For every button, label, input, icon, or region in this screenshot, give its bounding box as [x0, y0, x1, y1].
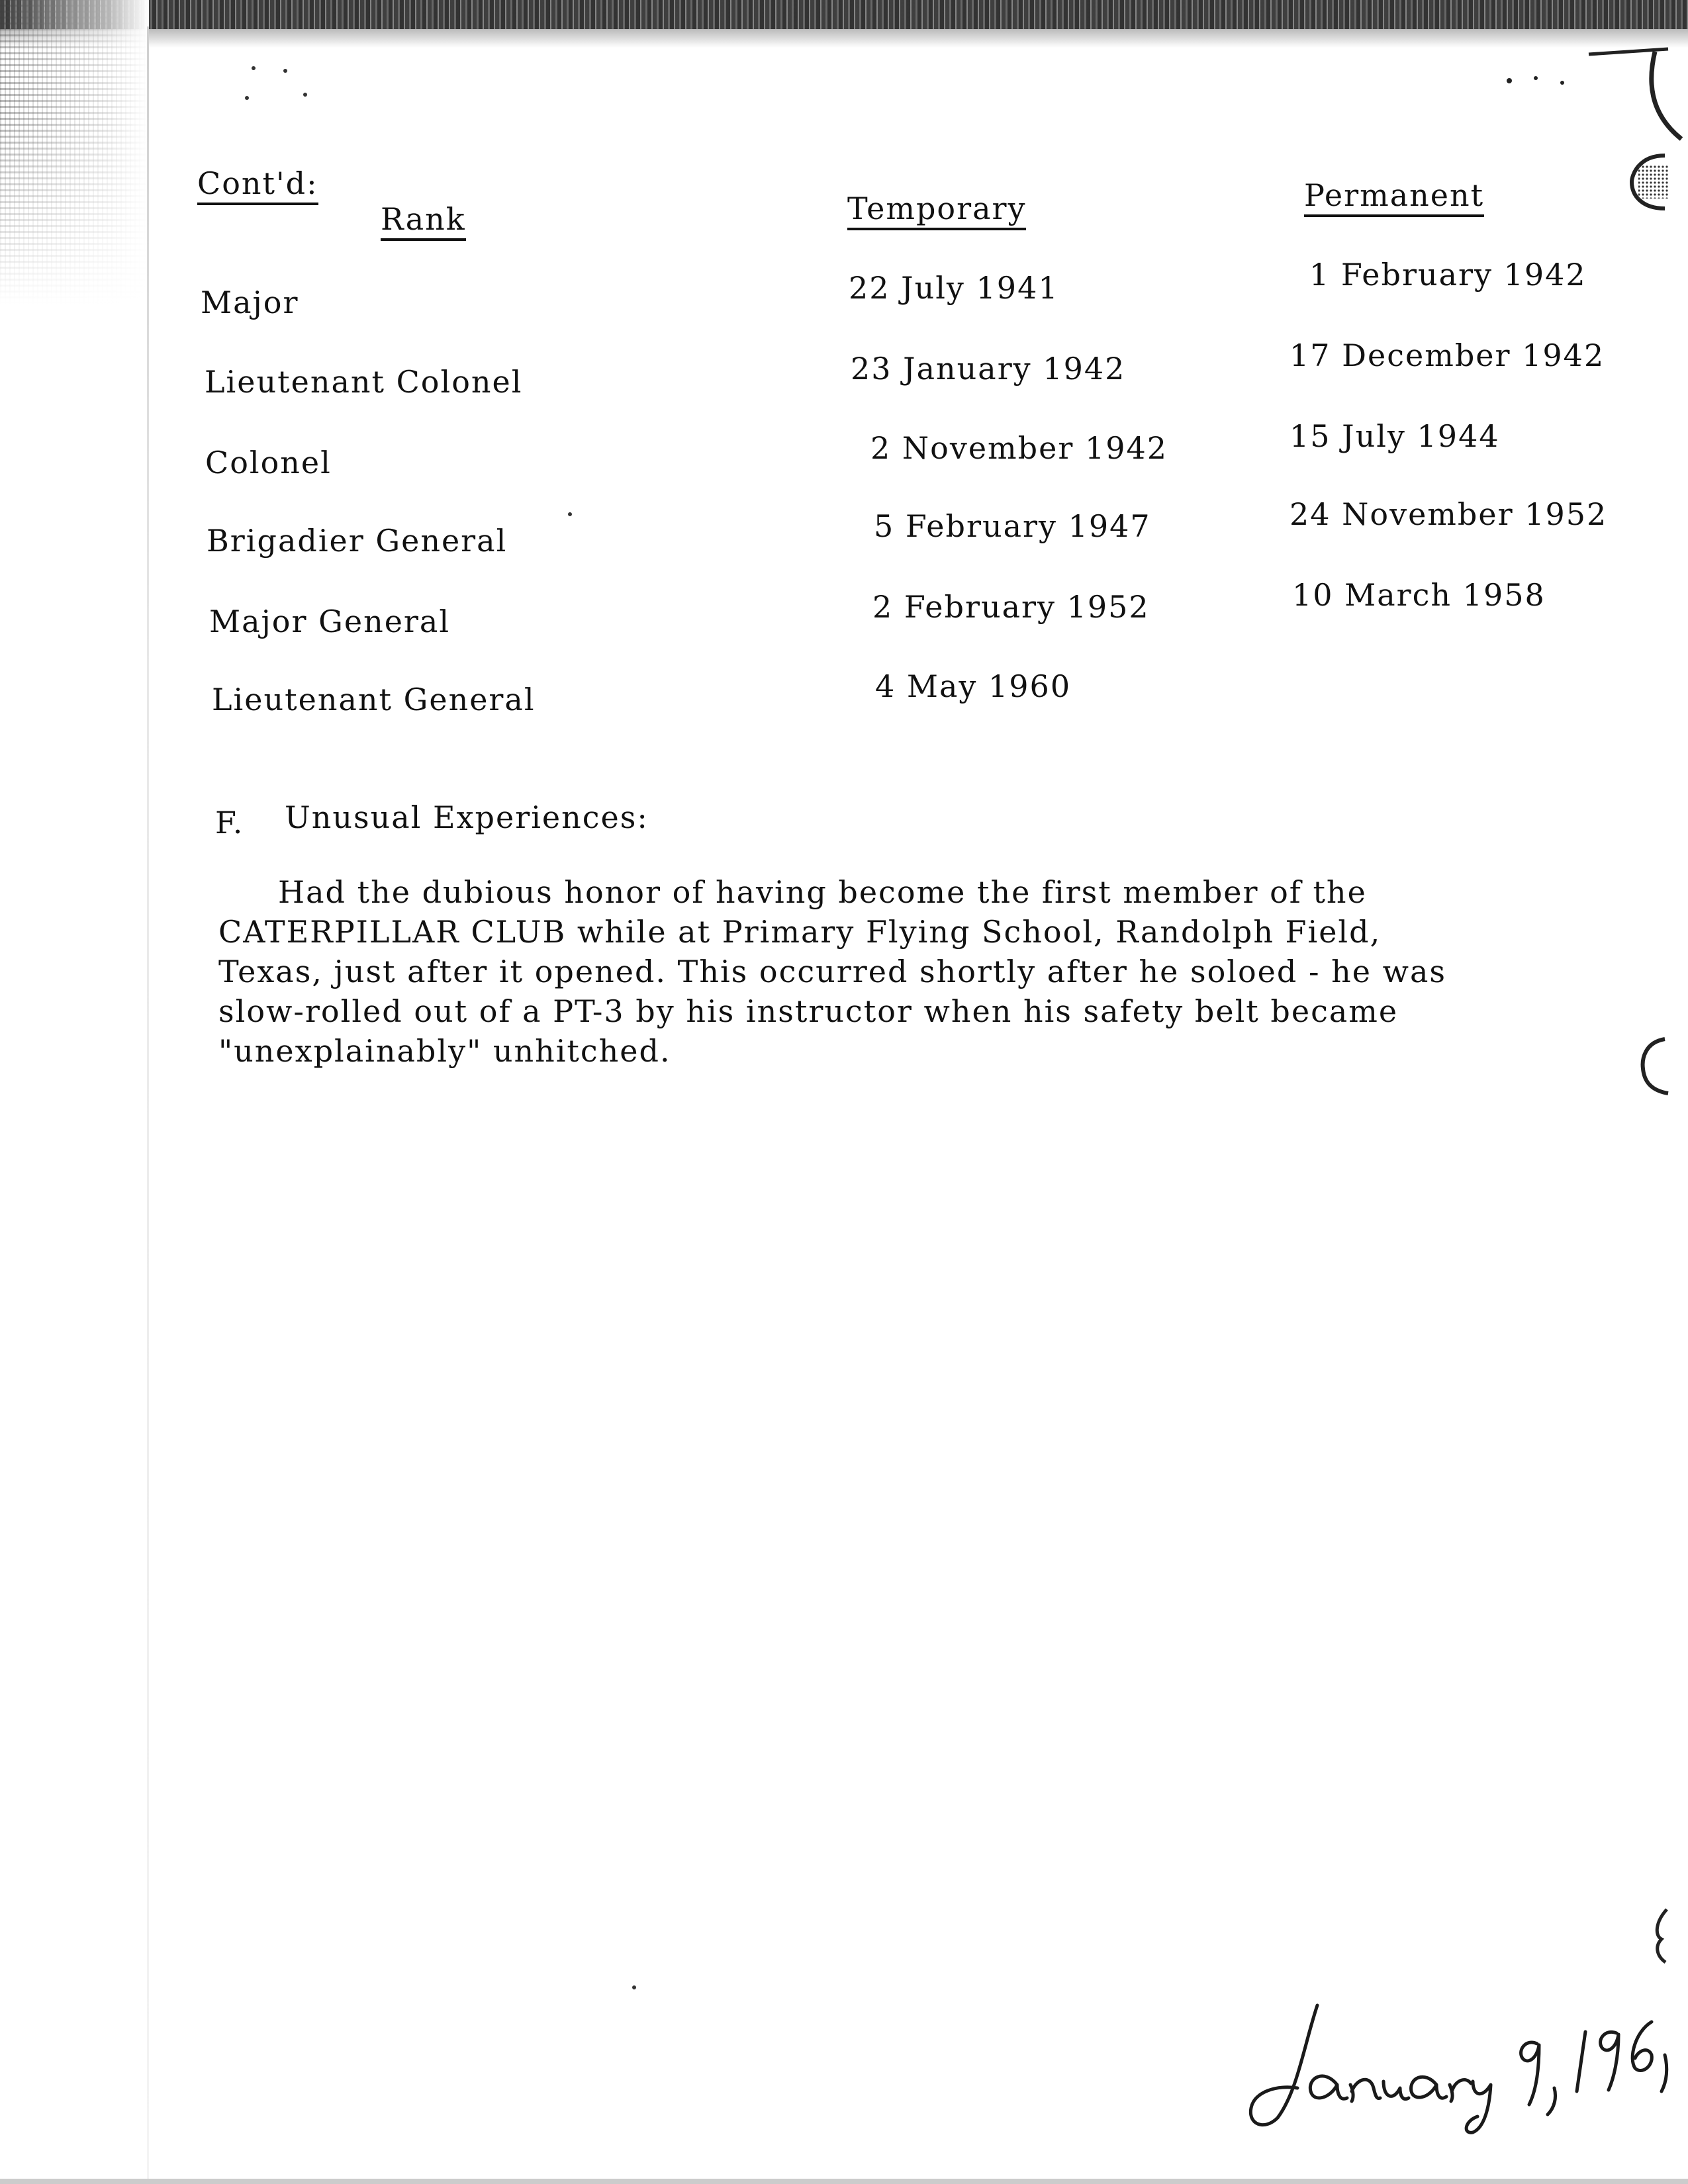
- section-letter: F.: [215, 805, 244, 841]
- scan-speck: [303, 93, 307, 97]
- scan-edge-top: [0, 0, 1688, 29]
- temporary-date-cell: 5 February 1947: [874, 508, 1151, 544]
- permanent-date-cell: 15 July 1944: [1289, 418, 1500, 454]
- temporary-date-cell: 22 July 1941: [849, 270, 1059, 306]
- rank-cell: Major: [201, 285, 299, 320]
- paragraph-line: slow-rolled out of a PT-3 by his instructor when his safety belt became: [218, 993, 1399, 1029]
- section-heading: Unusual Experiences:: [285, 799, 649, 835]
- scan-speck: [632, 1985, 636, 1989]
- rank-cell: Major General: [209, 604, 451, 639]
- handwritten-date: [1238, 1992, 1675, 2138]
- corner-mark-icon: [1489, 40, 1688, 152]
- paragraph-line: CATERPILLAR CLUB while at Primary Flying School, Randolph Field,: [218, 914, 1382, 950]
- scan-speck: [568, 512, 572, 516]
- binder-hole-icon: [1635, 1032, 1675, 1099]
- binder-hole-icon: [1648, 1906, 1675, 1966]
- column-header-temporary: Temporary: [847, 193, 1026, 230]
- rank-cell: Brigadier General: [207, 523, 508, 559]
- scan-speck: [283, 69, 287, 73]
- scan-speck: [245, 96, 249, 100]
- temporary-date-cell: 2 February 1952: [872, 589, 1150, 625]
- paragraph-line: Texas, just after it opened. This occurred shortly after he soloed - he was: [218, 954, 1447, 989]
- binder-hole-icon: [1625, 149, 1678, 215]
- permanent-date-cell: 24 November 1952: [1289, 496, 1608, 532]
- permanent-date-cell: 10 March 1958: [1292, 577, 1546, 613]
- column-header-permanent: Permanent: [1304, 180, 1484, 217]
- permanent-date-cell: 17 December 1942: [1289, 338, 1605, 373]
- column-header-rank: Rank: [381, 204, 466, 241]
- paragraph-line: Had the dubious honor of having become the first member of the: [278, 874, 1367, 910]
- paragraph-line: "unexplainably" unhitched.: [218, 1033, 671, 1069]
- rank-cell: Lieutenant Colonel: [205, 364, 523, 400]
- section-paragraph: [218, 872, 1562, 1071]
- rank-cell: Lieutenant General: [212, 682, 536, 717]
- temporary-date-cell: 2 November 1942: [870, 430, 1168, 466]
- contd-label: Cont'd:: [197, 168, 318, 205]
- permanent-date-cell: 1 February 1942: [1309, 257, 1587, 293]
- scan-speck: [252, 66, 256, 70]
- scan-edge-top-fade: [0, 29, 1688, 48]
- page-bottom-edge: [0, 2179, 1688, 2184]
- rank-cell: Colonel: [205, 445, 332, 480]
- temporary-date-cell: 23 January 1942: [851, 351, 1126, 387]
- temporary-date-cell: 4 May 1960: [875, 668, 1072, 704]
- page-left-edge: [147, 26, 149, 2184]
- scan-edge-left-fade: [0, 0, 149, 304]
